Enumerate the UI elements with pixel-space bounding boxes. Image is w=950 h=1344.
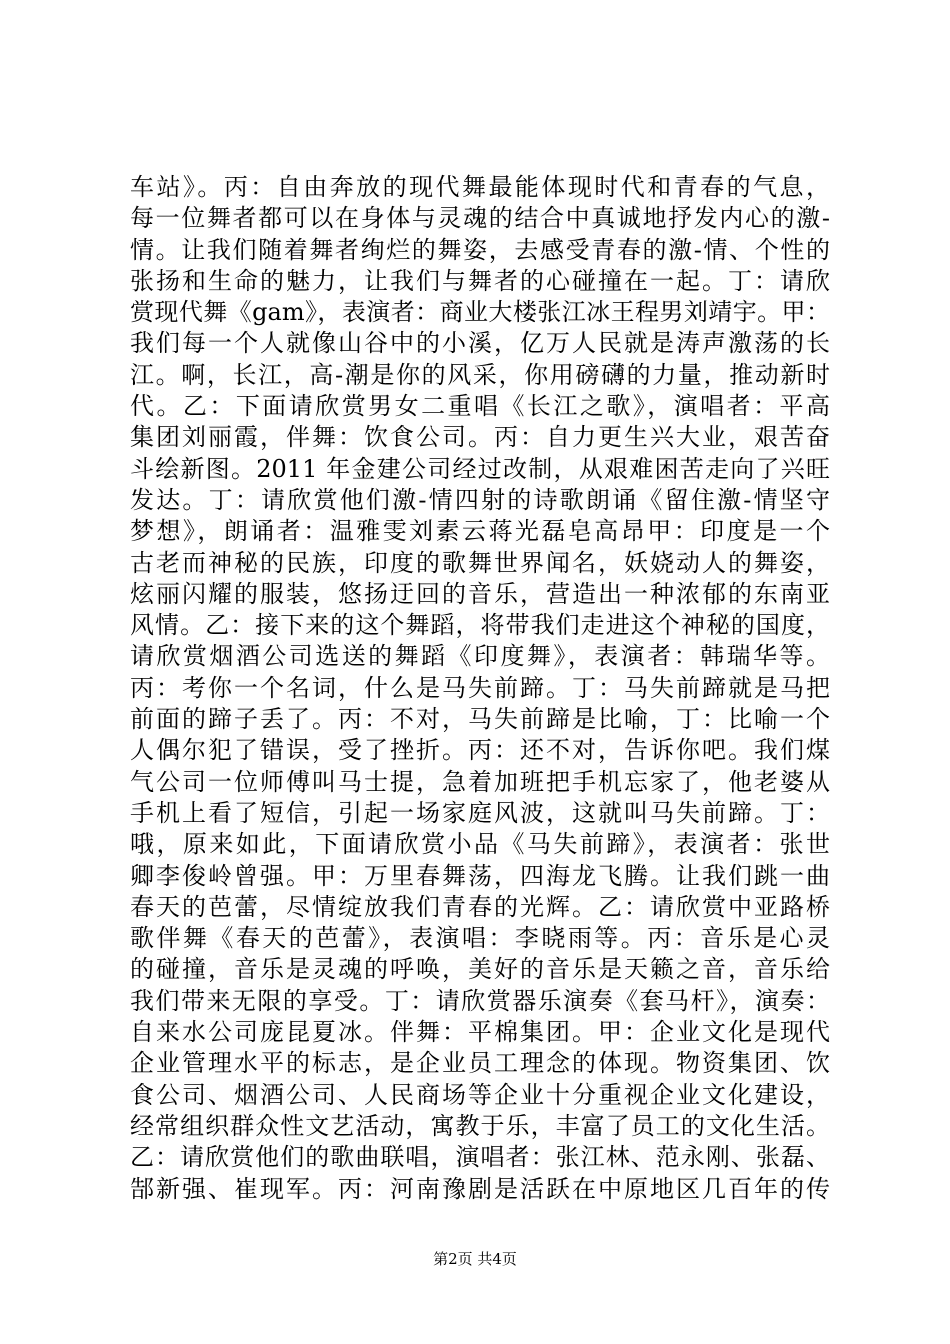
text-line: 代。乙：下面请欣赏男女二重唱《长江之歌》，演唱者：平高 (130, 392, 830, 421)
text-line: 气公司一位师傅叫马士提，急着加班把手机忘家了，他老婆从 (130, 767, 830, 796)
text-line: 食公司、烟酒公司、人民商场等企业十分重视企业文化建设， (130, 1080, 830, 1109)
text-line: 斗绘新图。2011 年金建公司经过改制，从艰难困苦走向了兴旺 (130, 454, 830, 483)
text-line: 梦想》，朗诵者：温雅雯刘素云蒋光磊皂高昂甲：印度是一个 (130, 517, 830, 546)
text-line: 乙：请欣赏他们的歌曲联唱，演唱者：张江林、范永刚、张磊、 (130, 1143, 830, 1172)
text-line: 歌伴舞《春天的芭蕾》，表演唱：李晓雨等。丙：音乐是心灵 (130, 924, 830, 953)
text-line: 张扬和生命的魅力，让我们与舞者的心碰撞在一起。丁：请欣 (130, 266, 830, 295)
text-line: 炫丽闪耀的服装，悠扬迂回的音乐，营造出一种浓郁的东南亚 (130, 579, 830, 608)
page-footer: 第2页 共4页 (433, 1250, 517, 1268)
text-line: 前面的蹄子丢了。丙：不对，马失前蹄是比喻，丁：比喻一个 (130, 705, 830, 734)
text-line: 郜新强、崔现军。丙：河南豫剧是活跃在中原地区几百年的传 (130, 1174, 830, 1203)
text-line: 我们每一个人就像山谷中的小溪，亿万人民就是涛声激荡的长 (130, 329, 830, 358)
text-line: 自来水公司庞昆夏冰。伴舞：平棉集团。甲：企业文化是现代 (130, 1018, 830, 1047)
text-line: 我们带来无限的享受。丁：请欣赏器乐演奏《套马杆》，演奏： (130, 986, 830, 1015)
text-line: 古老而神秘的民族，印度的歌舞世界闻名，妖娆动人的舞姿， (130, 548, 830, 577)
text-line: 江。啊，长江，高-潮是你的风采，你用磅礴的力量，推动新时 (130, 360, 830, 389)
text-line: 企业管理水平的标志，是企业员工理念的体现。物资集团、饮 (130, 1049, 830, 1078)
text-line: 每一位舞者都可以在身体与灵魂的结合中真诚地抒发内心的激- (130, 204, 830, 233)
text-line: 请欣赏烟酒公司选送的舞蹈《印度舞》，表演者：韩瑞华等。 (130, 642, 830, 671)
text-line: 的碰撞，音乐是灵魂的呼唤，美好的音乐是天籁之音，音乐给 (130, 955, 830, 984)
text-line: 丙：考你一个名词，什么是马失前蹄。丁：马失前蹄就是马把 (130, 673, 830, 702)
text-line: 车站》。丙：自由奔放的现代舞最能体现时代和青春的气息， (130, 173, 830, 201)
text-line: 发达。丁：请欣赏他们激-情四射的诗歌朗诵《留住激-情坚守 (130, 485, 830, 514)
body-text (130, 172, 830, 1205)
text-line: 手机上看了短信，引起一场家庭风波，这就叫马失前蹄。丁： (130, 798, 830, 827)
text-line: 赏现代舞《gam》，表演者：商业大楼张江冰王程男刘靖宇。甲： (130, 298, 830, 327)
text-line: 集团刘丽霞，伴舞：饮食公司。丙：自力更生兴大业，艰苦奋 (130, 423, 830, 452)
text-line: 哦，原来如此，下面请欣赏小品《马失前蹄》，表演者：张世 (130, 830, 830, 859)
text-line: 春天的芭蕾，尽情绽放我们青春的光辉。乙：请欣赏中亚路桥 (130, 892, 830, 921)
text-line: 经常组织群众性文艺活动，寓教于乐，丰富了员工的文化生活。 (130, 1111, 830, 1140)
text-line: 风情。乙：接下来的这个舞蹈，将带我们走进这个神秘的国度， (130, 611, 830, 640)
text-line: 卿李俊岭曾强。甲：万里春舞荡，四海龙飞腾。让我们跳一曲 (130, 861, 830, 890)
text-line: 人偶尔犯了错误，受了挫折。丙：还不对，告诉你吧。我们煤 (130, 736, 830, 765)
text-line: 情。让我们随着舞者绚烂的舞姿，去感受青春的激-情、个性的 (130, 235, 830, 264)
